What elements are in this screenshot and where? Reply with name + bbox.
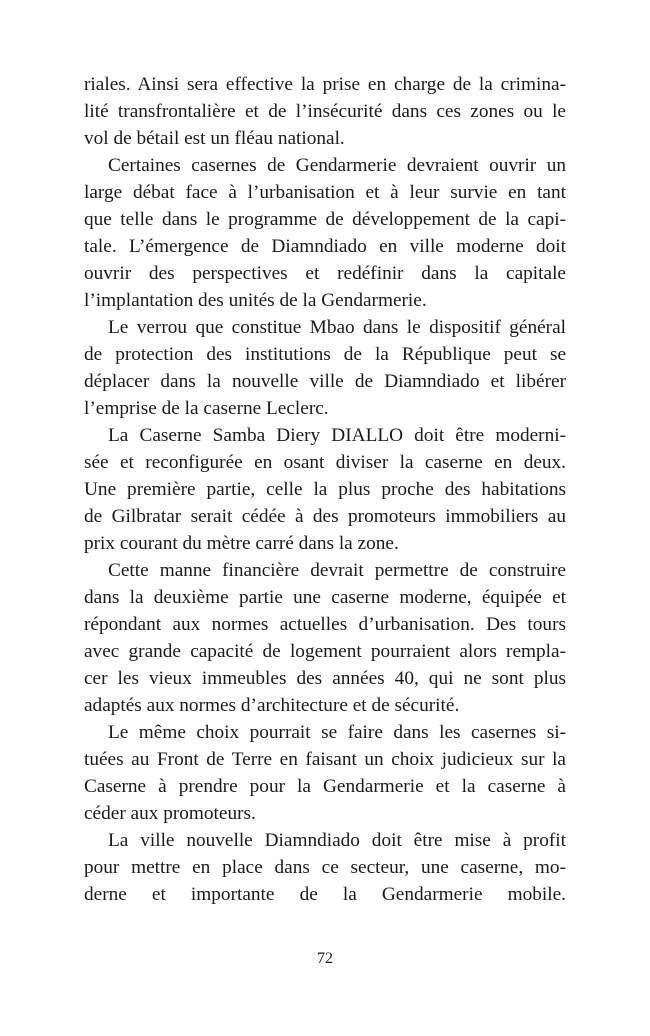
text-line: large débat face à l’urbanisation et à leur survie en tant <box>84 182 566 203</box>
text-line: Caserne à prendre pour la Gendarmerie et la caserne à <box>84 776 566 797</box>
paragraph <box>84 719 566 827</box>
text-line: Le verrou que constitue Mbao dans le dispositif général <box>108 317 566 338</box>
paragraph <box>84 557 566 719</box>
text-line: tuées au Front de Terre en faisant un choix judicieux sur la <box>84 749 566 770</box>
text-line: Une première partie, celle la plus proche des habitations <box>84 479 566 500</box>
page-number: 72 <box>317 950 333 967</box>
text-line: vol de bétail est un fléau national. <box>84 128 345 149</box>
paragraph <box>84 422 566 557</box>
text-line: déplacer dans la nouvelle ville de Diamndiado et libérer <box>84 371 566 392</box>
text-line: Cette manne financière devrait permettre de construire <box>108 560 566 581</box>
text-line: prix courant du mètre carré dans la zone. <box>84 533 399 554</box>
page-body <box>84 71 566 908</box>
text-line: dans la deuxième partie une caserne moderne, équipée et <box>84 587 566 608</box>
text-line: que telle dans le programme de développement de la capi- <box>84 209 566 230</box>
text-line: adaptés aux normes d’architecture et de sécurité. <box>84 695 460 716</box>
text-line: sée et reconfigurée en osant diviser la caserne en deux. <box>84 452 566 473</box>
paragraph <box>84 152 566 314</box>
text-line: derne et importante de la Gendarmerie mobile. <box>84 884 566 905</box>
text-line: l’implantation des unités de la Gendarmerie. <box>84 290 427 311</box>
text-line: ouvrir des perspectives et redéfinir dans la capitale <box>84 263 566 284</box>
text-line: La Caserne Samba Diery DIALLO doit être moderni- <box>108 425 566 446</box>
paragraph <box>84 314 566 422</box>
paragraph <box>84 71 566 152</box>
text-line: tale. L’émergence de Diamndiado en ville moderne doit <box>84 236 566 257</box>
text-line: pour mettre en place dans ce secteur, une caserne, mo- <box>84 857 566 878</box>
text-line: La ville nouvelle Diamndiado doit être mise à profit <box>108 830 566 851</box>
text-line: Le même choix pourrait se faire dans les casernes si- <box>108 722 566 743</box>
text-line: l’emprise de la caserne Leclerc. <box>84 398 329 419</box>
paragraph <box>84 827 566 908</box>
text-line: céder aux promoteurs. <box>84 803 256 824</box>
text-line: de protection des institutions de la République peut se <box>84 344 566 365</box>
text-line: de Gilbratar serait cédée à des promoteurs immobiliers au <box>84 506 566 527</box>
text-line: lité transfrontalière et de l’insécurité dans ces zones ou le <box>84 101 566 122</box>
text-line: cer les vieux immeubles des années 40, qui ne sont plus <box>84 668 566 689</box>
text-line: avec grande capacité de logement pourraient alors rempla- <box>84 641 566 662</box>
text-line: riales. Ainsi sera effective la prise en charge de la crimina- <box>84 74 566 95</box>
text-line: répondant aux normes actuelles d’urbanisation. Des tours <box>84 614 566 635</box>
text-line: Certaines casernes de Gendarmerie devraient ouvrir un <box>108 155 566 176</box>
